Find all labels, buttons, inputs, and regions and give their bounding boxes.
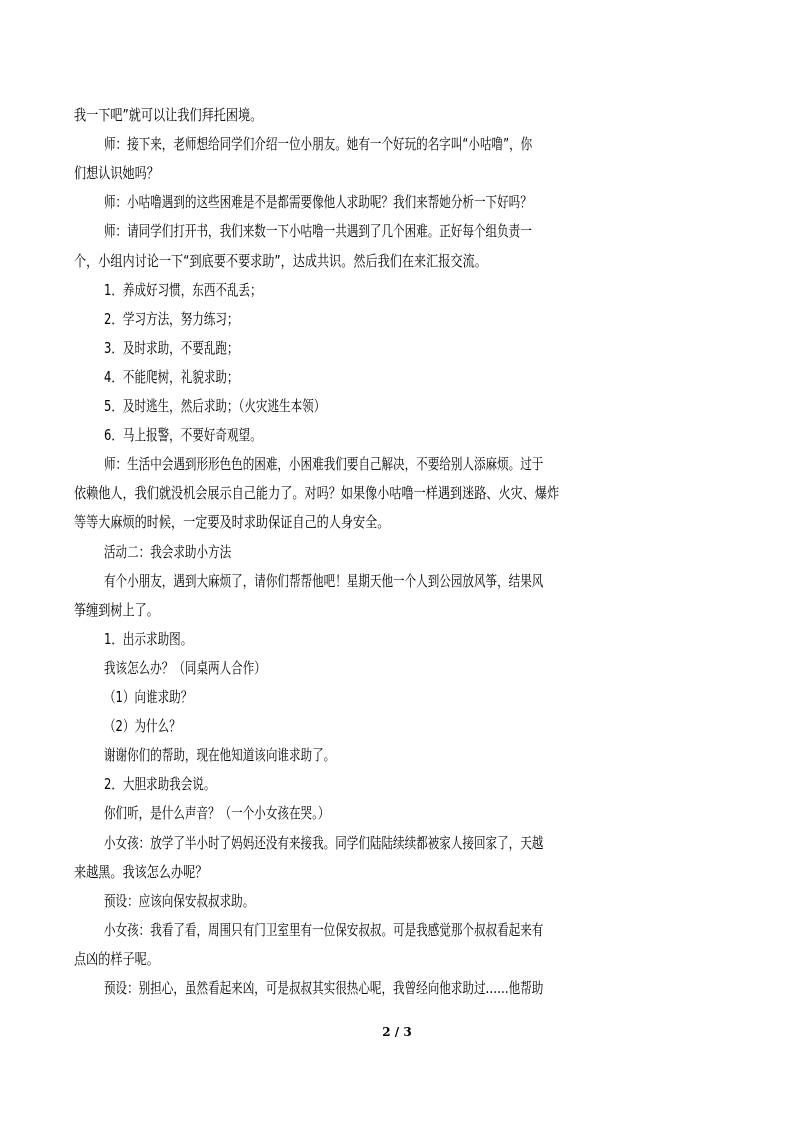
text-line: 预设：应该向保安叔叔求助。: [104, 891, 255, 910]
text-line: 小女孩：放学了半小时了妈妈还没有来接我。同学们陆陆续续都被家人接回家了，天越: [104, 833, 544, 852]
text-line: 师：生活中会遇到形形色色的困难，小困难我们要自己解决，不要给别人添麻烦。过于: [104, 455, 544, 474]
text-line: 2．学习方法，努力练习；: [104, 309, 239, 328]
text-line: 预设：别担心，虽然看起来凶，可是叔叔其实很热心呢，我曾经向他求助过……他帮助: [104, 979, 544, 997]
text-line: 师：请同学们打开书，我们来数一下小咕噜一共遇到了几个困难。正好每个组负责一: [104, 222, 532, 241]
text-line: 有个小朋友，遇到大麻烦了，请你们帮帮他吧！星期天他一个人到公园放风筝，结果风: [104, 571, 544, 590]
text-line: 点凶的样子呢。: [74, 949, 159, 968]
text-line: 5．及时逃生，然后求助；（火灾逃生本领）: [104, 397, 326, 415]
text-line: 1．养成好习惯，东西不乱丢；: [104, 280, 262, 299]
text-line: 活动二：我会求助小方法: [104, 542, 232, 561]
text-line: 依赖他人，我们就没机会展示自己能力了。对吗？如果像小咕噜一样遇到迷路、火灾、爆炸: [74, 484, 560, 503]
text-line: 4．不能爬树，礼貌求助；: [104, 367, 239, 386]
text-line: 3．及时求助，不要乱跑；: [104, 338, 239, 357]
text-line: 个，小组内讨论一下“到底要不要求助”，达成共识。然后我们在来汇报交流。: [74, 251, 487, 270]
text-line: 来越黑。我该怎么办呢？: [74, 862, 208, 881]
text-line: 谢谢你们的帮助，现在他知道该向谁求助了。: [104, 746, 336, 765]
text-line: 6．马上报警，不要好奇观望。: [104, 426, 262, 445]
text-line: 们想认识她吗？: [74, 164, 159, 183]
text-line: 2．大胆求助我会说。: [104, 775, 216, 794]
text-line: 你们听，是什么声音？（一个小女孩在哭。）: [104, 804, 330, 823]
text-line: 等等大麻烦的时候，一定要及时求助保证自己的人身安全。: [74, 513, 390, 532]
text-line: 师：小咕噜遇到的这些困难是不是都需要像他人求助呢？我们来帮她分析一下好吗？: [104, 193, 532, 212]
text-line: （2）为什么？: [104, 717, 181, 736]
text-line: 1．出示求助图。: [104, 629, 193, 648]
text-line: 师：接下来，老师想给同学们介绍一位小朋友。她有一个好玩的名字叫“小咕噜”，你: [104, 135, 533, 154]
text-line: 我该怎么办？（同桌两人合作）: [104, 658, 266, 677]
text-line: （1）向谁求助？: [104, 688, 193, 706]
text-line: 筝缠到树上了。: [74, 600, 159, 619]
text-line: 小女孩：我看了看，周围只有门卫室里有一位保安叔叔。可是我感觉那个叔叔看起来有: [104, 920, 544, 939]
text-line: 我一下吧”就可以让我们拜托困境。: [74, 106, 263, 124]
page-number: 2 / 3: [382, 1025, 412, 1039]
